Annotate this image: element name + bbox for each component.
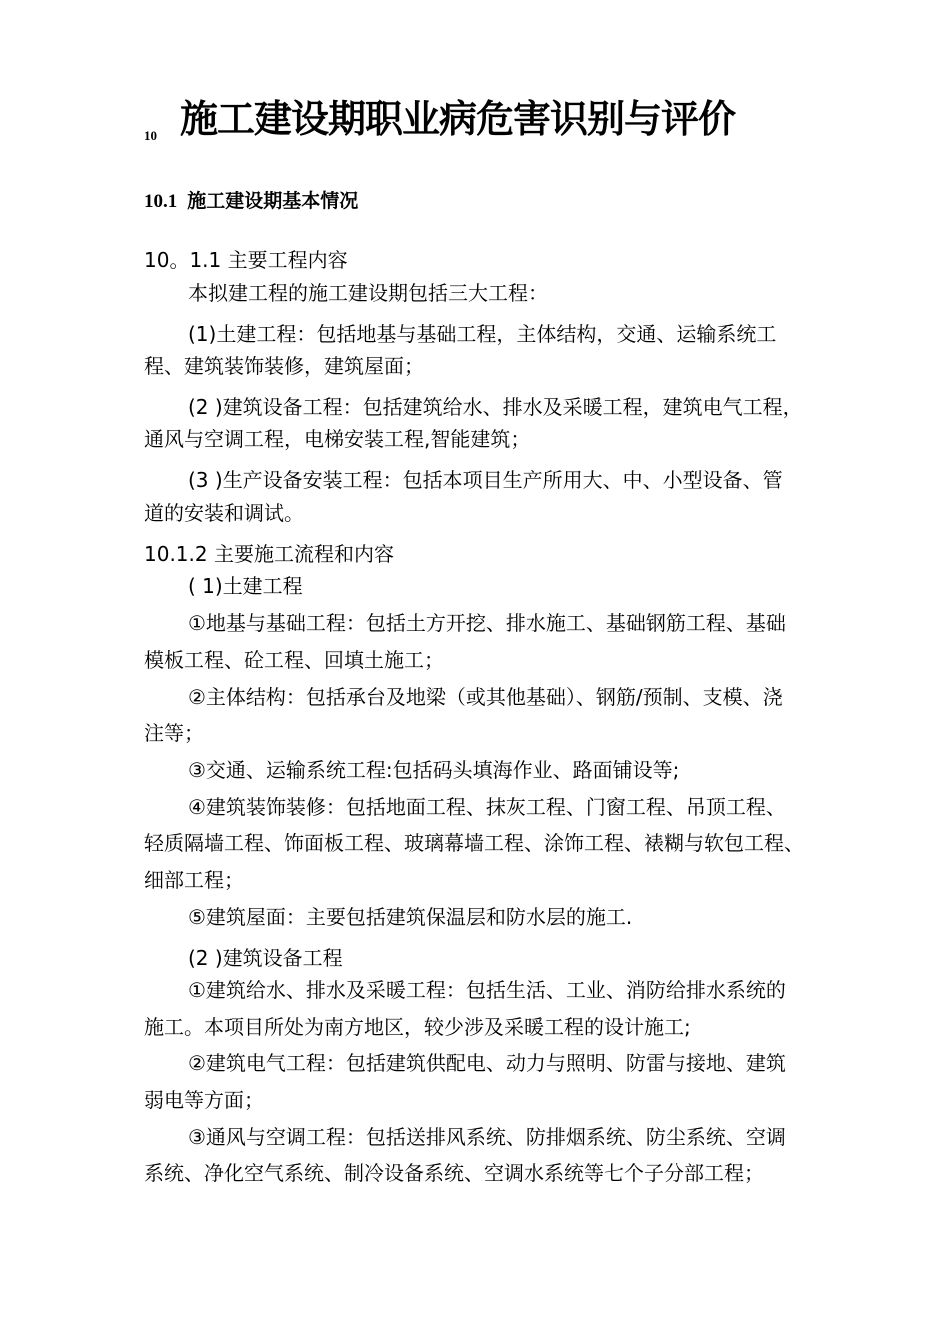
section-number: 10.1 (144, 191, 178, 212)
paragraph-line: (3 )生产设备安装工程：包括本项目生产所用大、中、小型设备、管 (188, 468, 783, 492)
paragraph-line: ( 1)土建工程 (188, 574, 303, 598)
paragraph-line: 弱电等方面； (144, 1088, 264, 1112)
paragraph-line: 细部工程； (144, 868, 244, 892)
paragraph-line: ②建筑电气工程：包括建筑供配电、动力与照明、防雷与接地、建筑 (188, 1051, 786, 1075)
subsection-heading: 10.1.2 主要施工流程和内容 (144, 542, 394, 566)
chapter-number: 10 (144, 128, 157, 143)
paragraph-line: 道的安装和调试。 (144, 501, 304, 525)
paragraph-line: 注等； (144, 721, 204, 745)
section-heading (144, 186, 358, 213)
paragraph-line: 通风与空调工程，电梯安装工程,智能建筑； (144, 427, 531, 451)
chapter-title: 施工建设期职业病危害识别与评价 (180, 97, 736, 141)
paragraph-line: ①地基与基础工程：包括土方开挖、排水施工、基础钢筋工程、基础 (188, 611, 786, 635)
paragraph-line: (2 )建筑设备工程：包括建筑给水、排水及采暖工程，建筑电气工程， (188, 395, 803, 419)
paragraph-line: (2 )建筑设备工程 (188, 946, 343, 970)
paragraph-line: ③交通、运输系统工程:包括码头填海作业、路面铺设等; (188, 758, 680, 782)
paragraph-line: 轻质隔墙工程、饰面板工程、玻璃幕墙工程、涂饰工程、裱糊与软包工程、 (144, 831, 804, 855)
paragraph-line: 本拟建工程的施工建设期包括三大工程： (188, 281, 548, 305)
paragraph-line: (1)土建工程：包括地基与基础工程，主体结构，交通、运输系统工 (188, 322, 777, 346)
section-title: 施工建设期基本情况 (187, 190, 359, 212)
paragraph-line: ③通风与空调工程：包括送排风系统、防排烟系统、防尘系统、空调 (188, 1125, 786, 1149)
paragraph-line: 程、建筑装饰装修，建筑屋面； (144, 354, 424, 378)
subsection-heading: 10。1.1 主要工程内容 (144, 248, 348, 272)
paragraph-line: 模板工程、砼工程、回填土施工； (144, 648, 444, 672)
paragraph-line: ②主体结构：包括承台及地梁（或其他基础）、钢筋/预制、支模、浇 (188, 685, 783, 709)
paragraph-line: 系统、净化空气系统、制冷设备系统、空调水系统等七个子分部工程； (144, 1161, 764, 1185)
paragraph-line: ⑤建筑屋面：主要包括建筑保温层和防水层的施工. (188, 905, 633, 929)
paragraph-line: 施工。本项目所处为南方地区，较少涉及采暖工程的设计施工; (144, 1015, 691, 1039)
paragraph-line: ①建筑给水、排水及采暖工程：包括生活、工业、消防给排水系统的 (188, 978, 786, 1002)
paragraph-line: ④建筑装饰装修：包括地面工程、抹灰工程、门窗工程、吊顶工程、 (188, 795, 786, 819)
